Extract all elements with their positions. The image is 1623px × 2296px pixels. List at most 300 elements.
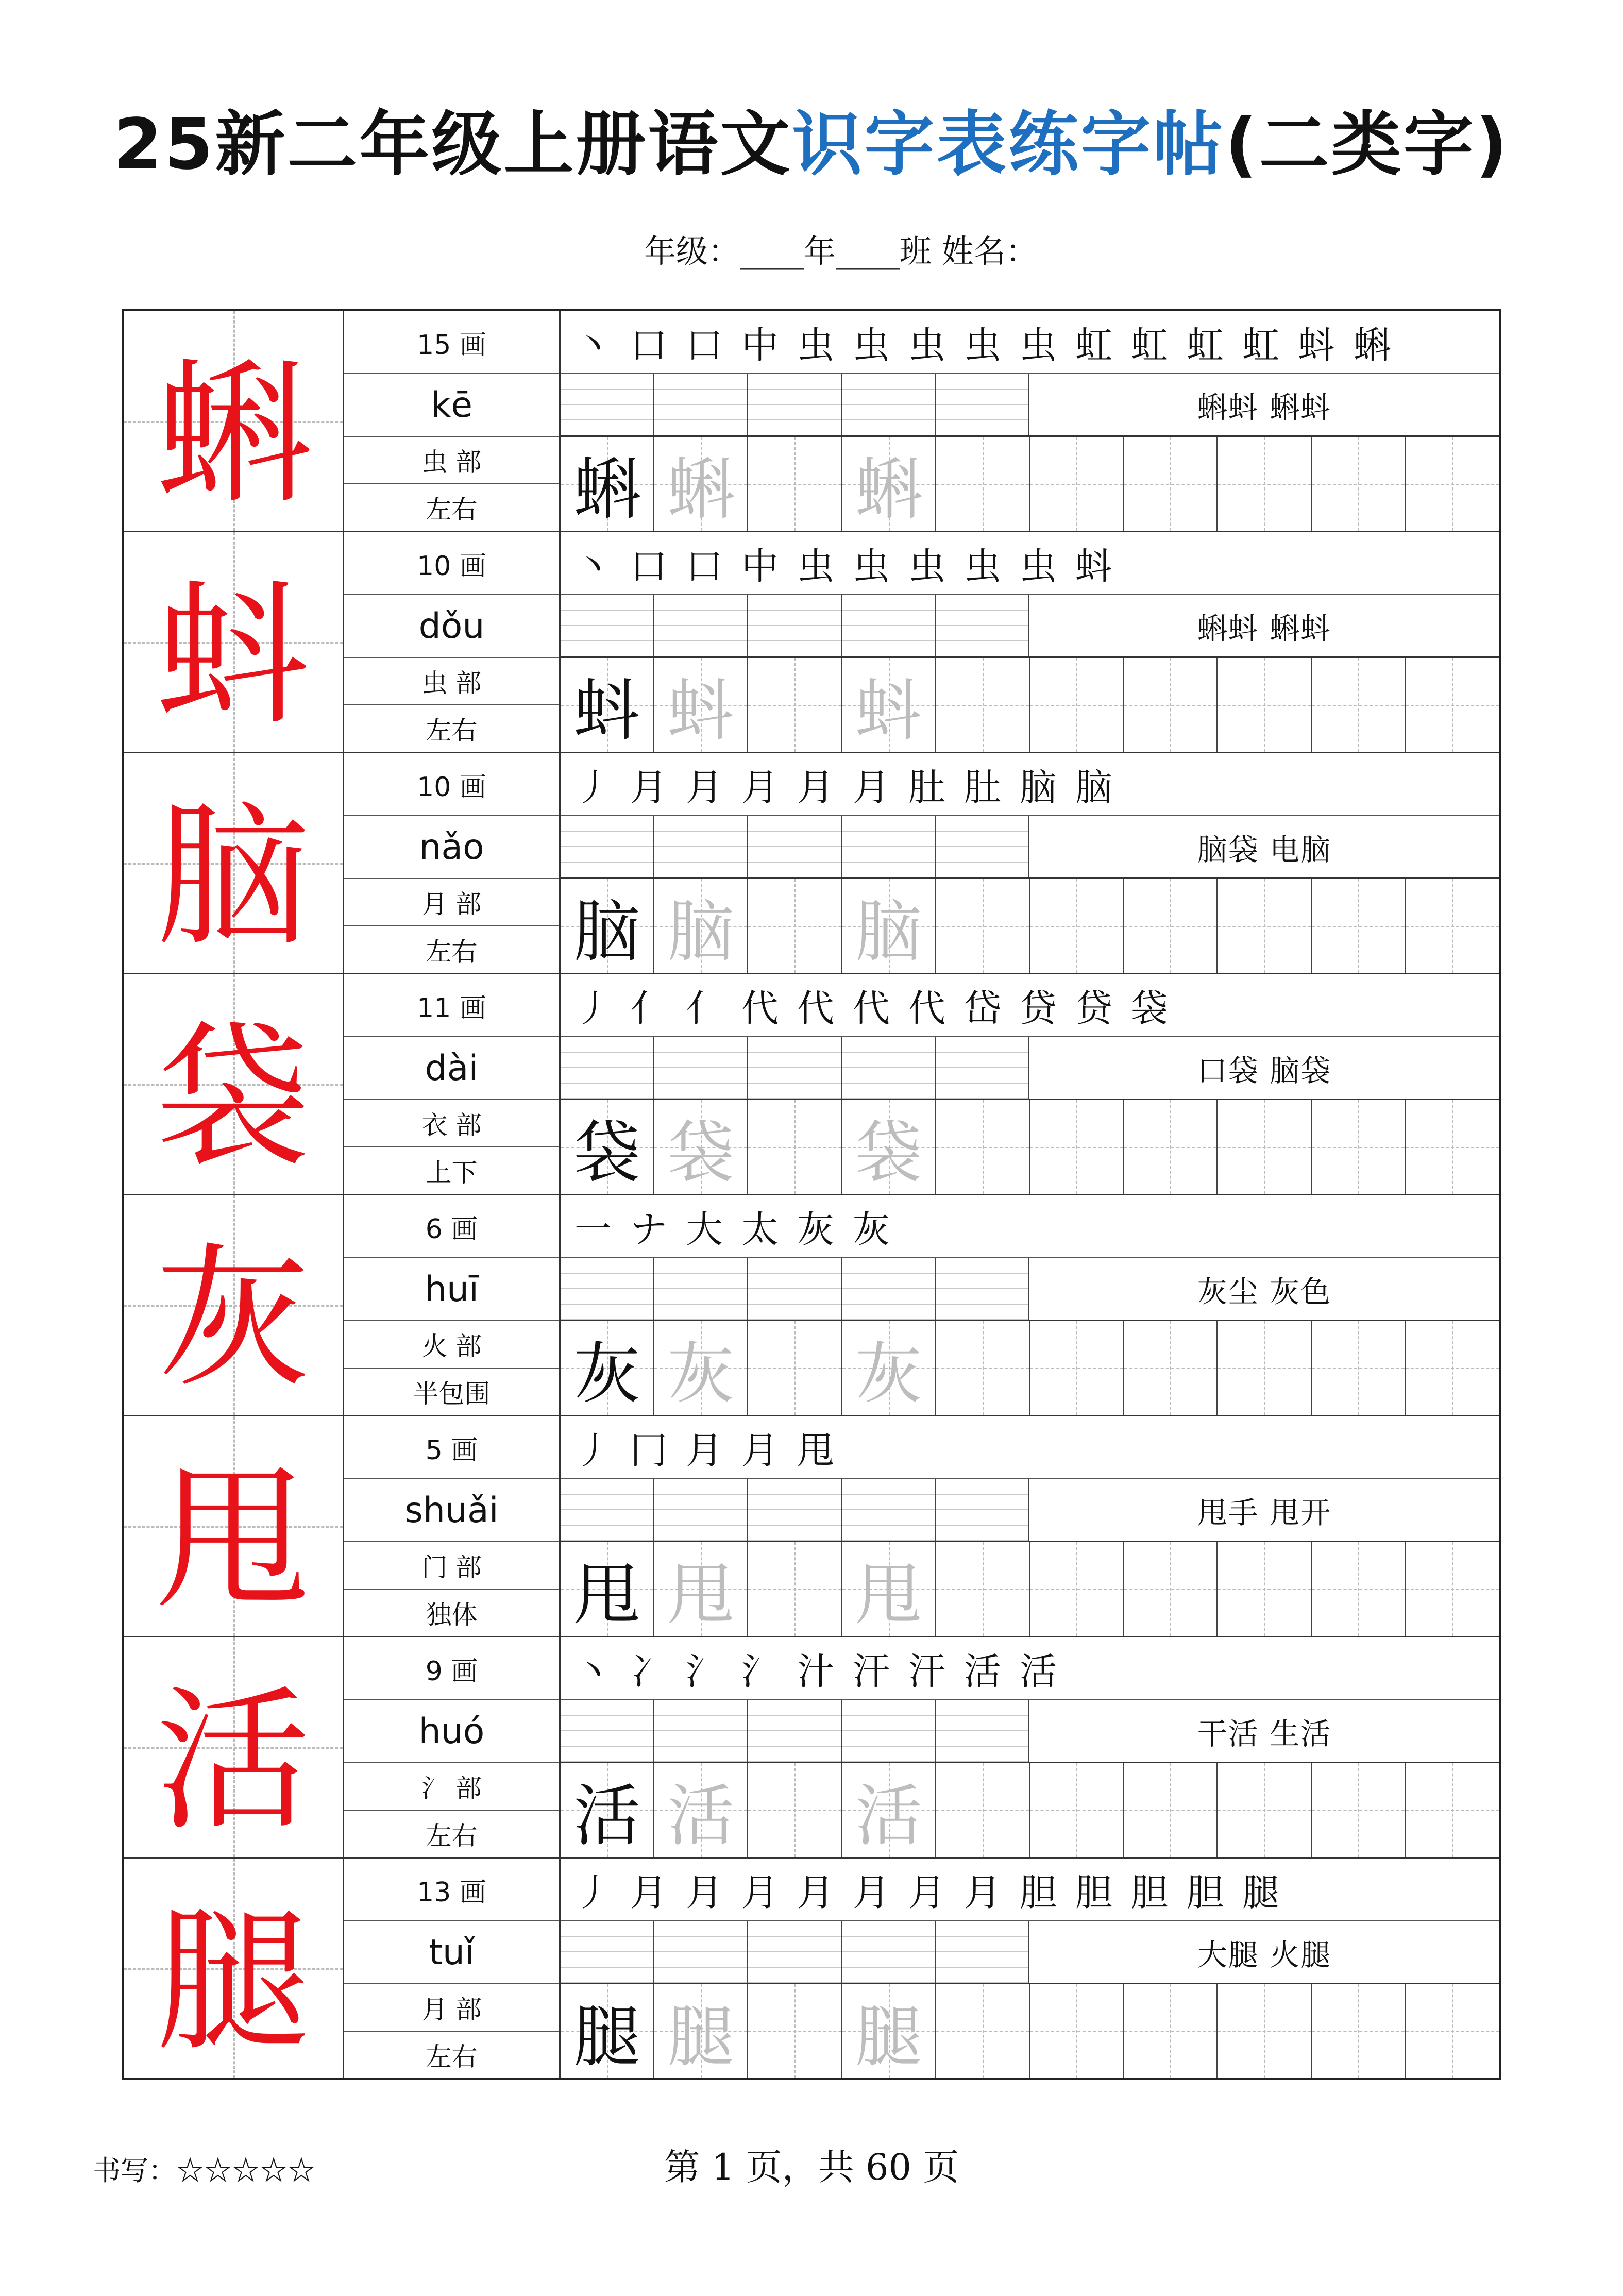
writing-cell[interactable]: [654, 879, 748, 973]
pinyin-practice-row: [561, 1700, 1499, 1763]
writing-practice-row: [561, 1984, 1499, 2078]
writing-cell[interactable]: [842, 1763, 936, 1857]
pinyin-practice-cell[interactable]: [561, 1037, 654, 1099]
stroke-step: 氵: [741, 1650, 779, 1693]
pinyin-practice-cell[interactable]: [936, 374, 1029, 435]
model-character: 蝌: [156, 344, 311, 525]
writing-cell[interactable]: [748, 437, 842, 531]
writing-cell[interactable]: [1030, 879, 1124, 973]
stroke-count: 13 画: [344, 1859, 559, 1921]
title-suffix: (二类字): [1225, 104, 1510, 185]
pinyin: shuǎi: [344, 1479, 559, 1542]
pinyin-practice-cell[interactable]: [842, 1037, 936, 1099]
pinyin-practice-cell[interactable]: [936, 1479, 1029, 1541]
model-character: 灰: [156, 1228, 311, 1409]
writing-cell[interactable]: [936, 879, 1030, 973]
stroke-step: 丿: [574, 1871, 612, 1914]
stroke-step: 胆: [1019, 1871, 1057, 1914]
pinyin-practice-cell[interactable]: [936, 595, 1029, 656]
stroke-step: 太: [741, 1208, 779, 1251]
trace-character: 蚪: [855, 671, 922, 750]
stroke-step: 口: [685, 545, 723, 588]
stroke-step: 月: [852, 766, 890, 809]
trace-character: 蝌: [667, 450, 735, 529]
stroke-step: 月: [630, 1871, 667, 1914]
character-info: [344, 1195, 561, 1415]
stroke-order: [561, 974, 1499, 1037]
practice-area: [561, 1195, 1499, 1415]
writing-cell[interactable]: [748, 1321, 842, 1415]
stroke-step: 脑: [1019, 766, 1057, 809]
stroke-step: 月: [685, 766, 723, 809]
writing-cell[interactable]: [1030, 658, 1124, 752]
trace-character: 脑: [855, 892, 922, 971]
trace-character: 活: [855, 1776, 922, 1855]
pinyin-practice-row: [561, 816, 1499, 879]
writing-cell[interactable]: [936, 437, 1030, 531]
sample-character: 甩: [573, 1555, 641, 1634]
pinyin: nǎo: [344, 816, 559, 879]
writing-cell[interactable]: [561, 1542, 654, 1636]
writing-cell[interactable]: [561, 1984, 654, 2078]
sample-character: 活: [573, 1776, 641, 1855]
writing-cell[interactable]: [654, 1321, 748, 1415]
structure: 半包围: [413, 1379, 491, 1409]
pinyin-practice-cell[interactable]: [748, 1258, 842, 1320]
trace-character: 蝌: [855, 450, 922, 529]
radical: 月 部: [344, 879, 559, 926]
stroke-step: 月: [908, 1871, 945, 1914]
stroke-step: 丶: [574, 324, 612, 367]
page-number: 第 1 页，共 60 页: [664, 2146, 959, 2188]
writing-practice-row: [561, 1321, 1499, 1415]
writing-cell[interactable]: [1218, 1763, 1311, 1857]
character-row: [124, 1195, 1499, 1416]
character-info: [344, 1859, 561, 2078]
model-character: 脑: [156, 786, 311, 967]
stroke-step: 丿: [574, 1429, 612, 1472]
example-words: 蝌蚪 蝌蚪: [1197, 390, 1332, 425]
writing-cell[interactable]: [1406, 1100, 1499, 1194]
writing-cell[interactable]: [1312, 437, 1406, 531]
character-info: [344, 753, 561, 973]
pinyin-practice-cell[interactable]: [561, 1258, 654, 1320]
sample-character: 蝌: [573, 450, 641, 529]
stroke-step: 月: [630, 766, 667, 809]
pinyin: kē: [344, 374, 559, 437]
character-row: [124, 532, 1499, 753]
writing-cell[interactable]: [561, 437, 654, 531]
stroke-order: [561, 1195, 1499, 1258]
stroke-count: 15 画: [344, 311, 559, 374]
trace-character: 灰: [855, 1334, 922, 1413]
stroke-step: 虫: [963, 324, 1001, 367]
stroke-step: 月: [741, 1429, 779, 1472]
stroke-step: 丶: [574, 1650, 612, 1693]
writing-cell[interactable]: [1312, 1321, 1406, 1415]
pinyin-practice-cell[interactable]: [654, 374, 748, 435]
writing-cell[interactable]: [654, 437, 748, 531]
writing-cell[interactable]: [1406, 1321, 1499, 1415]
writing-cell[interactable]: [654, 658, 748, 752]
trace-character: 甩: [667, 1555, 735, 1634]
pinyin: huī: [344, 1258, 559, 1321]
character-row: [124, 1859, 1499, 2080]
stroke-order: [561, 753, 1499, 816]
structure: 独体: [426, 1600, 478, 1630]
pinyin-practice-cell[interactable]: [748, 1921, 842, 1983]
writing-cell[interactable]: [561, 658, 654, 752]
writing-cell[interactable]: [1312, 1100, 1406, 1194]
stroke-step: 亻: [630, 987, 667, 1030]
model-character-box: [124, 1416, 344, 1636]
stroke-order: [561, 1416, 1499, 1479]
pinyin-practice-cell[interactable]: [561, 816, 654, 877]
pinyin-practice-cell[interactable]: [561, 595, 654, 656]
stroke-step: 汗: [852, 1650, 890, 1693]
trace-character: 腿: [667, 1997, 735, 2076]
pinyin-practice-cell[interactable]: [936, 816, 1029, 877]
stroke-step: 虫: [852, 545, 890, 588]
model-character: 蚪: [156, 565, 311, 746]
writing-cell[interactable]: [842, 1542, 936, 1636]
character-info: [344, 311, 561, 531]
writing-cell[interactable]: [1030, 1984, 1124, 2078]
writing-cell[interactable]: [842, 658, 936, 752]
pinyin-practice-cell[interactable]: [842, 1479, 936, 1541]
pinyin-practice-cell[interactable]: [842, 1700, 936, 1762]
pinyin-practice-cell[interactable]: [654, 816, 748, 877]
trace-character: 脑: [667, 892, 735, 971]
stroke-step: 脑: [1075, 766, 1112, 809]
writing-cell[interactable]: [1218, 1321, 1311, 1415]
writing-cell[interactable]: [1312, 1984, 1406, 2078]
writing-cell[interactable]: [1030, 1542, 1124, 1636]
stroke-step: 丿: [574, 987, 612, 1030]
writing-cell[interactable]: [936, 1321, 1030, 1415]
stroke-step: 丶: [574, 545, 612, 588]
writing-cell[interactable]: [561, 1763, 654, 1857]
pinyin-practice-cell[interactable]: [842, 1258, 936, 1320]
writing-cell[interactable]: [1312, 1542, 1406, 1636]
writing-cell[interactable]: [1124, 658, 1218, 752]
example-words: 灰尘 灰色: [1197, 1274, 1332, 1309]
title-prefix: 25新二年级上册语文: [113, 104, 792, 185]
writing-cell[interactable]: [748, 1984, 842, 2078]
writing-cell[interactable]: [936, 1763, 1030, 1857]
writing-cell[interactable]: [748, 658, 842, 752]
stroke-step: 月: [963, 1871, 1001, 1914]
writing-cell[interactable]: [1124, 437, 1218, 531]
model-character-box: [124, 974, 344, 1194]
pinyin-practice-cell[interactable]: [748, 816, 842, 877]
writing-practice-row: [561, 1763, 1499, 1857]
writing-cell[interactable]: [1218, 658, 1311, 752]
writing-cell[interactable]: [654, 1763, 748, 1857]
pinyin-practice-cell[interactable]: [936, 1700, 1029, 1762]
writing-practice-row: [561, 879, 1499, 973]
writing-cell[interactable]: [748, 1542, 842, 1636]
pinyin-practice-cell[interactable]: [561, 1700, 654, 1762]
stroke-count: 11 画: [344, 974, 559, 1037]
stroke-step: 岱: [963, 987, 1001, 1030]
writing-cell[interactable]: [1124, 1100, 1218, 1194]
writing-cell[interactable]: [561, 1100, 654, 1194]
pinyin-practice-cell[interactable]: [936, 1258, 1029, 1320]
writing-cell[interactable]: [1030, 1100, 1124, 1194]
writing-cell[interactable]: [1124, 1542, 1218, 1636]
stroke-step: 虹: [1186, 324, 1224, 367]
radical: 火 部: [344, 1321, 559, 1369]
model-character: 腿: [156, 1892, 311, 2072]
pinyin-practice-row: [561, 374, 1499, 437]
stroke-order: [561, 532, 1499, 595]
stroke-step: 灰: [797, 1208, 834, 1251]
writing-cell[interactable]: [748, 1100, 842, 1194]
writing-cell[interactable]: [561, 879, 654, 973]
stroke-step: 虫: [797, 545, 834, 588]
stroke-step: 亻: [685, 987, 723, 1030]
sample-character: 袋: [573, 1113, 641, 1192]
pinyin-practice-cell[interactable]: [654, 1037, 748, 1099]
example-words: 脑袋 电脑: [1197, 832, 1332, 867]
writing-practice-row: [561, 437, 1499, 531]
stroke-step: 活: [963, 1650, 1001, 1693]
pinyin-practice-cell[interactable]: [842, 595, 936, 656]
pinyin: dài: [344, 1037, 559, 1100]
writing-cell[interactable]: [1030, 1321, 1124, 1415]
radical: 门 部: [344, 1542, 559, 1590]
trace-character: 活: [667, 1776, 735, 1855]
example-words: 蝌蚪 蝌蚪: [1197, 611, 1332, 646]
writing-cell[interactable]: [936, 1542, 1030, 1636]
stroke-step: 中: [741, 324, 779, 367]
stroke-step: 代: [852, 987, 890, 1030]
writing-cell[interactable]: [1218, 1542, 1311, 1636]
stroke-step: 虫: [963, 545, 1001, 588]
writing-cell[interactable]: [936, 1984, 1030, 2078]
pinyin-practice-cell[interactable]: [748, 374, 842, 435]
pinyin: tuǐ: [344, 1921, 559, 1984]
stroke-step: 虫: [1019, 545, 1057, 588]
pinyin-practice-cell[interactable]: [654, 1258, 748, 1320]
stroke-step: 蚪: [1297, 324, 1335, 367]
pinyin-practice-cell[interactable]: [748, 1479, 842, 1541]
writing-cell[interactable]: [1312, 879, 1406, 973]
stroke-step: 代: [741, 987, 779, 1030]
radical: 虫 部: [344, 658, 559, 705]
writing-cell[interactable]: [842, 1321, 936, 1415]
stroke-step: 贷: [1075, 987, 1112, 1030]
writing-cell[interactable]: [1406, 1984, 1499, 2078]
writing-cell[interactable]: [1124, 1984, 1218, 2078]
model-character-box: [124, 753, 344, 973]
writing-cell[interactable]: [1406, 658, 1499, 752]
practice-area: [561, 532, 1499, 752]
radical: 虫 部: [344, 437, 559, 484]
model-character-box: [124, 532, 344, 752]
pinyin-practice-cell[interactable]: [842, 816, 936, 877]
model-character-box: [124, 1859, 344, 2078]
character-info: [344, 532, 561, 752]
stroke-step: 代: [797, 987, 834, 1030]
radical: 衣 部: [344, 1100, 559, 1147]
rating-label: 书写：☆☆☆☆☆: [93, 2154, 315, 2187]
stroke-step: 大: [685, 1208, 723, 1251]
student-info-line: 年级：____年____班 姓名：: [644, 232, 1038, 270]
writing-cell[interactable]: [1124, 879, 1218, 973]
writing-cell[interactable]: [1124, 1321, 1218, 1415]
pinyin-practice-cell[interactable]: [561, 374, 654, 435]
writing-cell[interactable]: [1030, 437, 1124, 531]
stroke-step: 活: [1019, 1650, 1057, 1693]
writing-cell[interactable]: [1218, 437, 1311, 531]
radical: 月 部: [344, 1984, 559, 2032]
stroke-step: 甩: [797, 1429, 834, 1472]
sample-character: 脑: [573, 892, 641, 971]
stroke-step: 肚: [908, 766, 945, 809]
stroke-step: 一: [574, 1208, 612, 1251]
pinyin-practice-cell[interactable]: [748, 1700, 842, 1762]
trace-character: 腿: [855, 1997, 922, 2076]
sample-character: 腿: [573, 1997, 641, 2076]
pinyin-practice-cell[interactable]: [654, 1479, 748, 1541]
model-character: 甩: [156, 1449, 311, 1630]
pinyin-practice-cell[interactable]: [654, 1700, 748, 1762]
writing-cell[interactable]: [748, 1763, 842, 1857]
pinyin-practice-cell[interactable]: [748, 595, 842, 656]
pinyin-practice-cell[interactable]: [654, 595, 748, 656]
stroke-order: [561, 1637, 1499, 1700]
writing-cell[interactable]: [1312, 1763, 1406, 1857]
writing-cell[interactable]: [1312, 658, 1406, 752]
character-info: [344, 974, 561, 1194]
stroke-step: 虹: [1075, 324, 1112, 367]
stroke-order: [561, 311, 1499, 374]
practice-area: [561, 753, 1499, 973]
writing-cell[interactable]: [936, 1100, 1030, 1194]
example-words: 口袋 脑袋: [1197, 1053, 1332, 1088]
writing-cell[interactable]: [1406, 1763, 1499, 1857]
stroke-step: 月: [741, 766, 779, 809]
stroke-step: 月: [852, 1871, 890, 1914]
pinyin-practice-cell[interactable]: [748, 1037, 842, 1099]
stroke-step: 虫: [797, 324, 834, 367]
stroke-step: 虫: [908, 545, 945, 588]
writing-cell[interactable]: [1406, 1542, 1499, 1636]
page-title: [0, 88, 1623, 189]
stroke-step: 胆: [1186, 1871, 1224, 1914]
stroke-step: 冂: [630, 1429, 667, 1472]
pinyin-practice-cell[interactable]: [654, 1921, 748, 1983]
writing-cell[interactable]: [842, 1984, 936, 2078]
writing-cell[interactable]: [654, 1100, 748, 1194]
character-row: [124, 1416, 1499, 1637]
stroke-step: 汗: [908, 1650, 945, 1693]
stroke-step: 月: [685, 1429, 723, 1472]
trace-character: 灰: [667, 1334, 735, 1413]
writing-cell[interactable]: [1030, 1763, 1124, 1857]
stroke-count: 10 画: [344, 753, 559, 816]
character-row: [124, 974, 1499, 1195]
pinyin-practice-row: [561, 1258, 1499, 1321]
practice-area: [561, 1416, 1499, 1636]
writing-cell[interactable]: [654, 1542, 748, 1636]
example-words: 甩手 甩开: [1197, 1495, 1332, 1530]
writing-cell[interactable]: [1218, 879, 1311, 973]
practice-area: [561, 311, 1499, 531]
example-words: 大腿 火腿: [1197, 1937, 1332, 1972]
model-character: 活: [156, 1670, 311, 1851]
pinyin-practice-cell[interactable]: [561, 1921, 654, 1983]
stroke-step: 氵: [685, 1650, 723, 1693]
writing-cell[interactable]: [1124, 1763, 1218, 1857]
writing-cell[interactable]: [748, 879, 842, 973]
pinyin-practice-cell[interactable]: [842, 1921, 936, 1983]
stroke-step: 蝌: [1353, 324, 1391, 367]
stroke-step: 口: [685, 324, 723, 367]
writing-cell[interactable]: [936, 658, 1030, 752]
structure: 左右: [426, 1821, 478, 1851]
model-character: 袋: [156, 1007, 311, 1188]
pinyin: dǒu: [344, 595, 559, 658]
writing-cell[interactable]: [1406, 879, 1499, 973]
pinyin-practice-cell[interactable]: [561, 1479, 654, 1541]
writing-cell[interactable]: [654, 1984, 748, 2078]
structure: 左右: [426, 2042, 478, 2072]
writing-cell[interactable]: [1218, 1984, 1311, 2078]
title-highlight: 识字表练字帖: [792, 104, 1225, 185]
trace-character: 甩: [855, 1555, 922, 1634]
writing-cell[interactable]: [842, 437, 936, 531]
character-row: [124, 753, 1499, 974]
stroke-step: 灰: [852, 1208, 890, 1251]
stroke-step: 中: [741, 545, 779, 588]
pinyin-practice-cell[interactable]: [842, 374, 936, 435]
writing-practice-row: [561, 658, 1499, 752]
stroke-count: 6 画: [344, 1195, 559, 1258]
trace-character: 袋: [667, 1113, 735, 1192]
pinyin-practice-cell[interactable]: [936, 1037, 1029, 1099]
stroke-step: 蚪: [1075, 545, 1112, 588]
practice-area: [561, 1859, 1499, 2078]
stroke-step: 贷: [1019, 987, 1057, 1030]
writing-cell[interactable]: [561, 1321, 654, 1415]
stroke-step: 月: [797, 766, 834, 809]
stroke-step: 肚: [963, 766, 1001, 809]
writing-cell[interactable]: [842, 879, 936, 973]
example-words: 干活 生活: [1197, 1716, 1332, 1751]
writing-cell[interactable]: [1218, 1100, 1311, 1194]
stroke-step: 虫: [1019, 324, 1057, 367]
stroke-step: 月: [797, 1871, 834, 1914]
stroke-step: 胆: [1075, 1871, 1112, 1914]
writing-cell[interactable]: [1406, 437, 1499, 531]
stroke-count: 5 画: [344, 1416, 559, 1479]
stroke-count: 9 画: [344, 1637, 559, 1700]
model-character-box: [124, 1637, 344, 1857]
pinyin-practice-cell[interactable]: [936, 1921, 1029, 1983]
pinyin-practice-row: [561, 595, 1499, 658]
character-info: [344, 1637, 561, 1857]
trace-character: 蚪: [667, 671, 735, 750]
stroke-step: 口: [630, 545, 667, 588]
model-character-box: [124, 1195, 344, 1415]
stroke-count: 10 画: [344, 532, 559, 595]
writing-cell[interactable]: [842, 1100, 936, 1194]
pinyin: huó: [344, 1700, 559, 1763]
stroke-step: 月: [741, 1871, 779, 1914]
